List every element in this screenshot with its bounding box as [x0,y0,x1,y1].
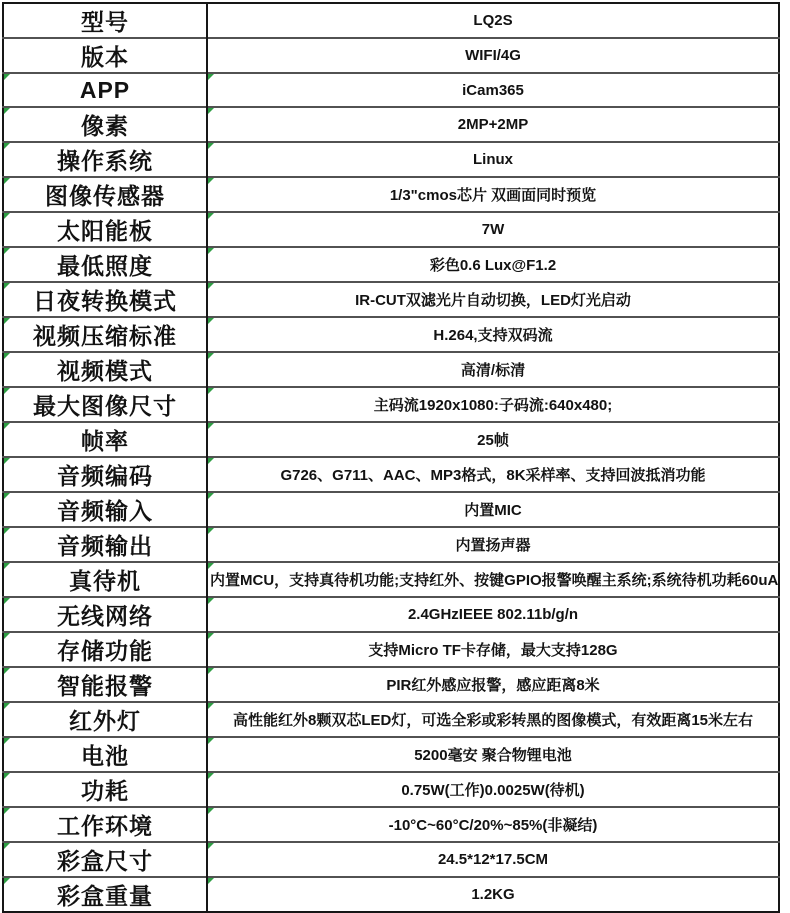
table-row [3,282,779,317]
cell-corner-mark [208,598,214,604]
cell-corner-mark [4,808,10,814]
table-row [3,317,779,352]
spec-value: 主码流1920x1080:子码流:640x480; [373,397,613,415]
cell-corner-mark [4,143,10,149]
cell-corner-mark [208,178,214,184]
cell-corner-mark [4,668,10,674]
table-row [3,107,779,142]
spec-value-cell [207,73,779,107]
cell-corner-mark [4,74,10,80]
table-row [3,142,779,177]
spec-value-cell [207,527,779,562]
spec-label: 音频编码 [57,463,153,490]
spec-label-cell [3,422,207,457]
table-row [3,527,779,562]
spec-value: 内置扬声器 [455,537,531,555]
spec-value-cell [207,842,779,877]
spec-label-cell [3,527,207,562]
table-row [3,457,779,492]
spec-label: 真待机 [69,568,141,595]
spec-value-cell [207,737,779,772]
spec-label: 红外灯 [69,708,141,735]
cell-corner-mark [208,843,214,849]
cell-corner-mark [4,283,10,289]
spec-label: 帧率 [81,428,129,455]
spec-value-cell [207,107,779,142]
spec-label: 功耗 [81,778,129,805]
cell-corner-mark [4,563,10,569]
cell-corner-mark [208,423,214,429]
spec-label: 像素 [81,113,129,140]
spec-value: 高清/标清 [460,362,526,380]
spec-label-cell [3,177,207,212]
spec-label: 视频压缩标准 [33,323,177,350]
cell-corner-mark [4,318,10,324]
spec-value: Linux [473,151,513,169]
spec-value: 24.5*12*17.5CM [437,851,549,869]
spec-value-cell [207,247,779,282]
table-row [3,562,779,597]
spec-value-cell [207,387,779,422]
cell-corner-mark [208,108,214,114]
spec-value: 7W [481,221,505,239]
spec-label: 太阳能板 [57,218,153,245]
spec-value: 1/3"cmos芯片 双画面同时预览 [389,187,597,205]
cell-corner-mark [208,318,214,324]
spec-value: 支持Micro TF卡存储，最大支持128G [368,642,618,660]
spec-label: 图像传感器 [45,183,165,210]
spec-label-cell [3,562,207,597]
cell-corner-mark [4,248,10,254]
cell-corner-mark [208,528,214,534]
spec-label-cell [3,3,207,38]
table-row [3,702,779,737]
spec-label-cell [3,772,207,807]
spec-label-cell [3,597,207,632]
cell-corner-mark [208,143,214,149]
spec-value: 0.75W(工作)0.0025W(待机) [401,782,585,800]
spec-value: 1.2KG [471,886,515,904]
cell-corner-mark [208,808,214,814]
spec-value-cell [207,317,779,352]
spec-value-cell [207,772,779,807]
table-row [3,212,779,247]
cell-corner-mark [4,773,10,779]
spec-value-cell [207,632,779,667]
spec-label-cell [3,352,207,387]
spec-label-cell [3,492,207,527]
spec-label-cell [3,38,207,73]
table-row [3,772,779,807]
table-row [3,807,779,842]
spec-label: 电池 [81,743,129,770]
cell-corner-mark [4,458,10,464]
spec-label-cell [3,632,207,667]
cell-corner-mark [208,353,214,359]
cell-corner-mark [208,74,214,80]
spec-label-cell [3,73,207,107]
spec-label-cell [3,702,207,737]
spec-value-cell [207,877,779,912]
spec-label-cell [3,387,207,422]
spec-label: 工作环境 [57,813,153,840]
spec-label: 彩盒尺寸 [57,848,153,875]
spec-value-cell [207,562,779,597]
table-row [3,422,779,457]
table-row [3,597,779,632]
spec-value-cell [207,422,779,457]
spec-label: 版本 [81,44,129,70]
cell-corner-mark [4,388,10,394]
cell-corner-mark [208,213,214,219]
spec-value-cell [207,212,779,247]
cell-corner-mark [4,423,10,429]
cell-corner-mark [4,843,10,849]
spec-label: 无线网络 [57,603,153,630]
spec-value-cell [207,807,779,842]
spec-label: 彩盒重量 [57,883,153,910]
spec-value-cell [207,177,779,212]
spec-value: 高性能红外8颗双芯LED灯，可选全彩或彩转黑的图像模式，有效距离15米左右 [232,712,754,730]
spec-value: 2MP+2MP [457,116,529,134]
table-row [3,73,779,107]
spec-value: iCam365 [462,81,524,99]
spec-label-cell [3,282,207,317]
spec-value: 5200毫安 聚合物锂电池 [414,747,572,765]
spec-value-cell [207,38,779,73]
table-row [3,3,779,38]
spec-label: APP [79,76,131,103]
cell-corner-mark [208,773,214,779]
spec-label: 存储功能 [57,638,153,665]
spec-value: -10°C~60°C/20%~85%(非凝结) [388,817,598,835]
spec-label-cell [3,142,207,177]
cell-corner-mark [4,633,10,639]
cell-corner-mark [4,528,10,534]
spec-value-cell [207,492,779,527]
cell-corner-mark [208,703,214,709]
spec-label: 型号 [81,9,129,35]
spec-label-cell [3,877,207,912]
spec-value: 内置MCU，支持真待机功能;支持红外、按键GPIO报警唤醒主系统;系统待机功耗60uA [210,572,779,590]
cell-corner-mark [4,598,10,604]
spec-label-cell [3,842,207,877]
table-row [3,387,779,422]
spec-label-cell [3,807,207,842]
cell-corner-mark [208,283,214,289]
spec-value: 内置MIC [464,502,522,520]
cell-corner-mark [208,458,214,464]
spec-value-cell [207,667,779,702]
spec-label-cell [3,212,207,247]
cell-corner-mark [4,703,10,709]
spec-value-cell [207,282,779,317]
spec-value: 2.4GHzIEEE 802.11b/g/n [407,606,579,624]
spec-label: 音频输出 [57,533,153,560]
cell-corner-mark [208,668,214,674]
cell-corner-mark [208,633,214,639]
spec-value-cell [207,142,779,177]
cell-corner-mark [208,878,214,884]
spec-value-cell [207,3,779,38]
spec-value: H.264,支持双码流 [433,327,553,345]
table-row [3,247,779,282]
spec-label-cell [3,317,207,352]
spec-value: WIFI/4G [465,47,521,64]
spec-label: 最低照度 [57,253,153,280]
table-row [3,632,779,667]
spec-label-cell [3,737,207,772]
spec-value-cell [207,352,779,387]
spec-value-cell [207,457,779,492]
spec-label-cell [3,457,207,492]
cell-corner-mark [208,738,214,744]
cell-corner-mark [4,878,10,884]
spec-label: 音频输入 [57,498,153,525]
spec-label-cell [3,667,207,702]
spec-value: LQ2S [473,12,513,29]
table-row [3,737,779,772]
cell-corner-mark [4,738,10,744]
spec-label: 日夜转换模式 [33,288,177,315]
spec-value: G726、G711、AAC、MP3格式，8K采样率、支持回波抵消功能 [280,467,706,485]
cell-corner-mark [208,388,214,394]
cell-corner-mark [4,353,10,359]
spec-value: PIR红外感应报警，感应距离8米 [386,677,600,695]
spec-label: 操作系统 [57,148,153,175]
cell-corner-mark [208,493,214,499]
spec-label: 最大图像尺寸 [33,393,177,420]
spec-value: 彩色0.6 Lux@F1.2 [429,257,557,275]
cell-corner-mark [4,108,10,114]
table-row [3,667,779,702]
spec-table [2,2,780,913]
cell-corner-mark [208,563,214,569]
table-row [3,842,779,877]
cell-corner-mark [4,493,10,499]
spec-label-cell [3,247,207,282]
cell-corner-mark [208,248,214,254]
table-row [3,877,779,912]
spec-value-cell [207,702,779,737]
spec-table-body [3,3,779,912]
spec-value-cell [207,597,779,632]
spec-value: 25帧 [477,432,509,450]
spec-value: IR-CUT双滤光片自动切换，LED灯光启动 [355,292,631,310]
spec-label: 智能报警 [57,673,153,700]
table-row [3,38,779,73]
spec-label: 视频模式 [57,358,153,385]
cell-corner-mark [4,213,10,219]
table-row [3,492,779,527]
cell-corner-mark [4,178,10,184]
table-row [3,352,779,387]
table-row [3,177,779,212]
spec-label-cell [3,107,207,142]
